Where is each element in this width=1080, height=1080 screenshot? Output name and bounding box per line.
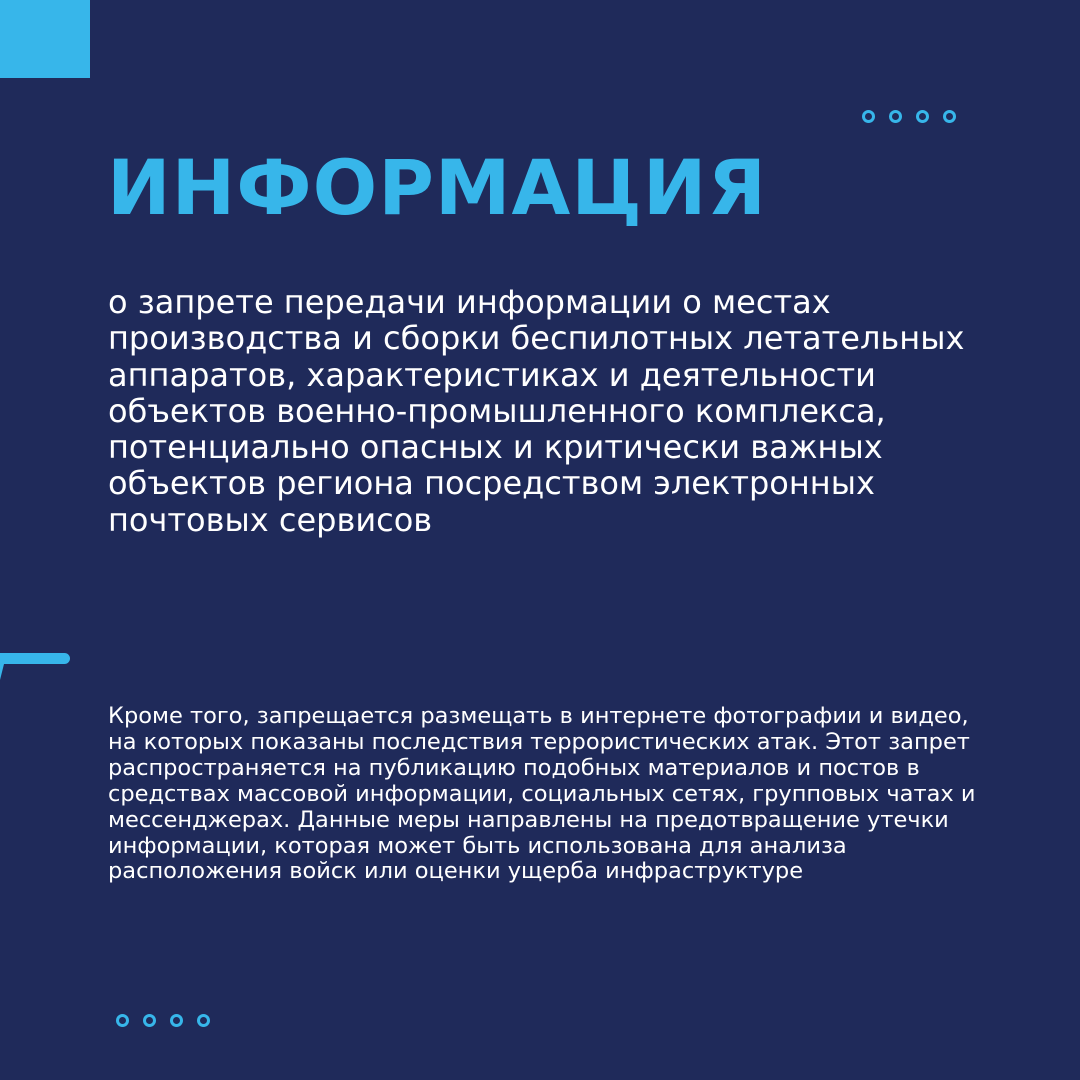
accent-tick bbox=[0, 664, 4, 682]
ring-icon bbox=[170, 1014, 183, 1027]
page-title: ИНФОРМАЦИЯ bbox=[107, 143, 767, 232]
corner-accent-square bbox=[0, 0, 90, 78]
ring-icon bbox=[116, 1014, 129, 1027]
ring-icon bbox=[143, 1014, 156, 1027]
decorative-dots-top bbox=[862, 110, 956, 123]
body-text: Кроме того, запрещается размещать в интернете фотографии и видео, на которых показаны последствия террористических атак. Этот запрет распространяется на публикацию подобных материалов и постов в средствах массовой информации, социальных сетях, групповых чатах и мессенджерах. Данные меры направлены на предотвращение утечки информации, которая может быть использована для анализа расположения войск или оценки ущерба инфраструктуре bbox=[108, 703, 976, 885]
subtitle-text: о запрете передачи информации о местах производства и сборки беспилотных летательных аппаратов, характеристиках и деятельности объектов военно-промышленного комплекса, потенциально опасных и критически важных объектов региона посредством электронных почтовых сервисов bbox=[108, 283, 965, 539]
ring-icon bbox=[862, 110, 875, 123]
ring-icon bbox=[916, 110, 929, 123]
decorative-dots-bottom bbox=[116, 1014, 210, 1027]
accent-bar bbox=[0, 653, 70, 664]
ring-icon bbox=[889, 110, 902, 123]
ring-icon bbox=[197, 1014, 210, 1027]
ring-icon bbox=[943, 110, 956, 123]
